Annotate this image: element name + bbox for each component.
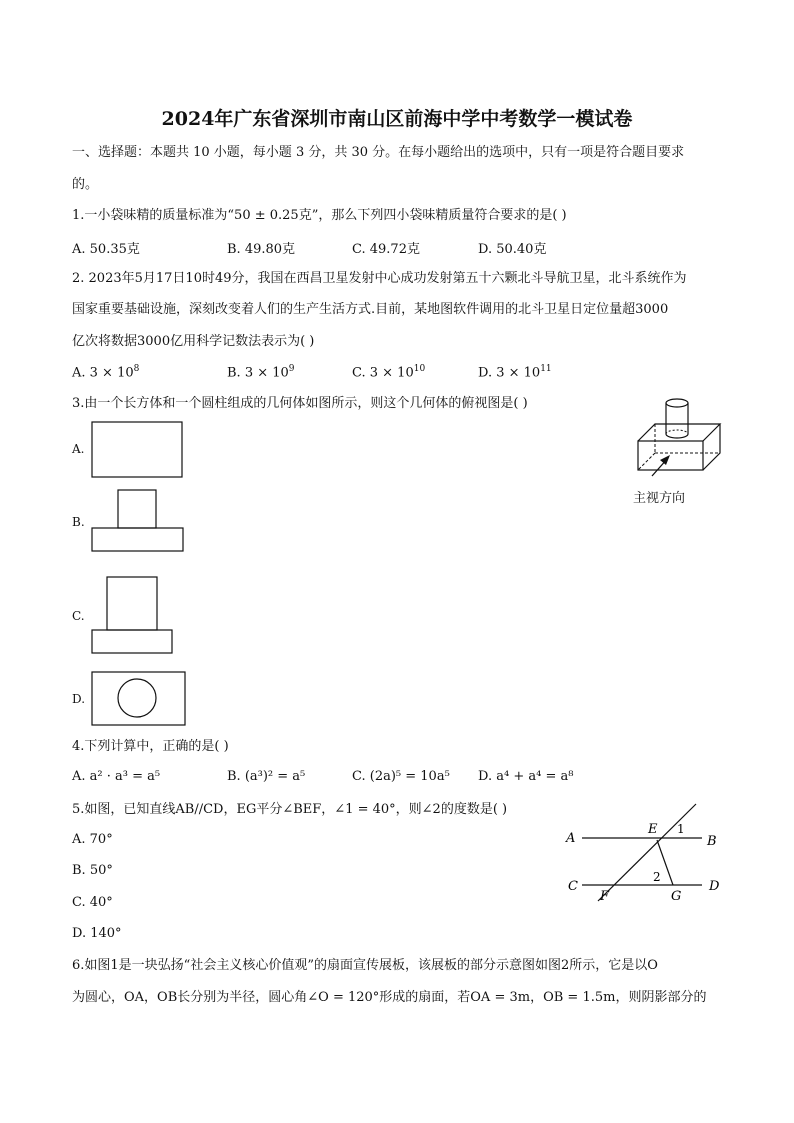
q2-option-d: D. $3 \times 10^{11}$ [478,364,552,381]
q3-option-b-label: B. [72,515,85,529]
q5-label-angle1: 1 [677,822,685,836]
q6-line2: 为圆心，OA，OB长分别为半径，圆心角∠O = 120°形成的扇面，若OA = 3m，OB = 1.5m，则阴影部分的 [72,990,707,1005]
q5-parallel-lines-figure [560,800,730,908]
q5-label-c: C [568,879,578,894]
q1-option-a: A. 50.35克 [72,242,140,257]
q5-stem: 5.如图，已知直线AB//CD，EG平分∠BEF，∠1 = 40°，则∠2的度数是( ) [72,802,508,817]
q3-option-c-label: C. [72,609,85,623]
q4-option-d: D. a⁴ + a⁴ = a⁸ [478,769,574,784]
q1-option-b: B. 49.80克 [227,242,296,257]
section-header-line1: 一、选择题：本题共 10 小题，每小题 3 分，共 30 分。在每小题给出的选项中，只有一项是符合题目要求 [72,145,685,160]
page-title: 2024年广东省深圳市南山区前海中学中考数学一模试卷 [161,108,633,130]
q3-option-d-label: D. [72,692,86,706]
q3-option-a-figure [90,420,186,480]
q5-label-d: D [709,879,720,894]
q3-solid-figure [630,396,730,478]
q2-option-a: A. $3 \times 10^8$ [72,364,140,381]
q4-stem: 4.下列计算中，正确的是( ) [72,739,229,754]
q5-option-b: B. 50° [72,863,113,878]
q3-stem: 3.由一个长方体和一个圆柱组成的几何体如图所示，则这个几何体的俯视图是( ) [72,396,528,411]
q5-label-e: E [648,822,658,837]
q1-option-c: C. 49.72克 [352,242,420,257]
q5-label-g: G [671,889,682,904]
q5-option-a: A. 70° [72,832,113,847]
q5-label-angle2: 2 [653,870,661,884]
q3-option-d-figure [90,670,188,728]
q5-label-b: B [707,834,717,849]
q6-line1: 6.如图1是一块弘扬“社会主义核心价值观”的扇面宣传展板，该展板的部分示意图如图2所示，它是以O [72,958,658,973]
q2-line1: 2. 2023年5月17日10时49分，我国在西昌卫星发射中心成功发射第五十六颗北斗导航卫星，北斗系统作为 [72,271,687,286]
q2-line2: 国家重要基础设施，深刻改变着人们的生产生活方式.目前，某地图软件调用的北斗卫星日定位量超3000 [72,302,669,317]
q2-option-b: B. $3 \times 10^9$ [227,364,295,381]
q5-option-d: D. 140° [72,926,122,941]
q3-figure-caption: 主视方向 [633,491,686,506]
q4-option-a: A. a² · a³ = a⁵ [72,769,161,784]
q1-option-d: D. 50.40克 [478,242,547,257]
q2-line3: 亿次将数据3000亿用科学记数法表示为( ) [72,334,315,349]
q3-option-b-figure [90,488,186,556]
q4-option-b: B. (a³)² = a⁵ [227,769,306,784]
q1-stem: 1.一小袋味精的质量标准为“50 ± 0.25克”，那么下列四小袋味精质量符合要求的是( ) [72,208,567,223]
q5-label-a: A [566,831,576,846]
q3-option-c-figure [90,575,176,657]
q4-option-c: C. (2a)⁵ = 10a⁵ [352,769,450,784]
q5-option-c: C. 40° [72,895,113,910]
q2-option-c: C. $3 \times 10^{10}$ [352,364,426,381]
section-header-line2: 的。 [72,177,99,192]
q5-label-f: F [600,889,610,904]
q3-option-a-label: A. [72,442,85,456]
